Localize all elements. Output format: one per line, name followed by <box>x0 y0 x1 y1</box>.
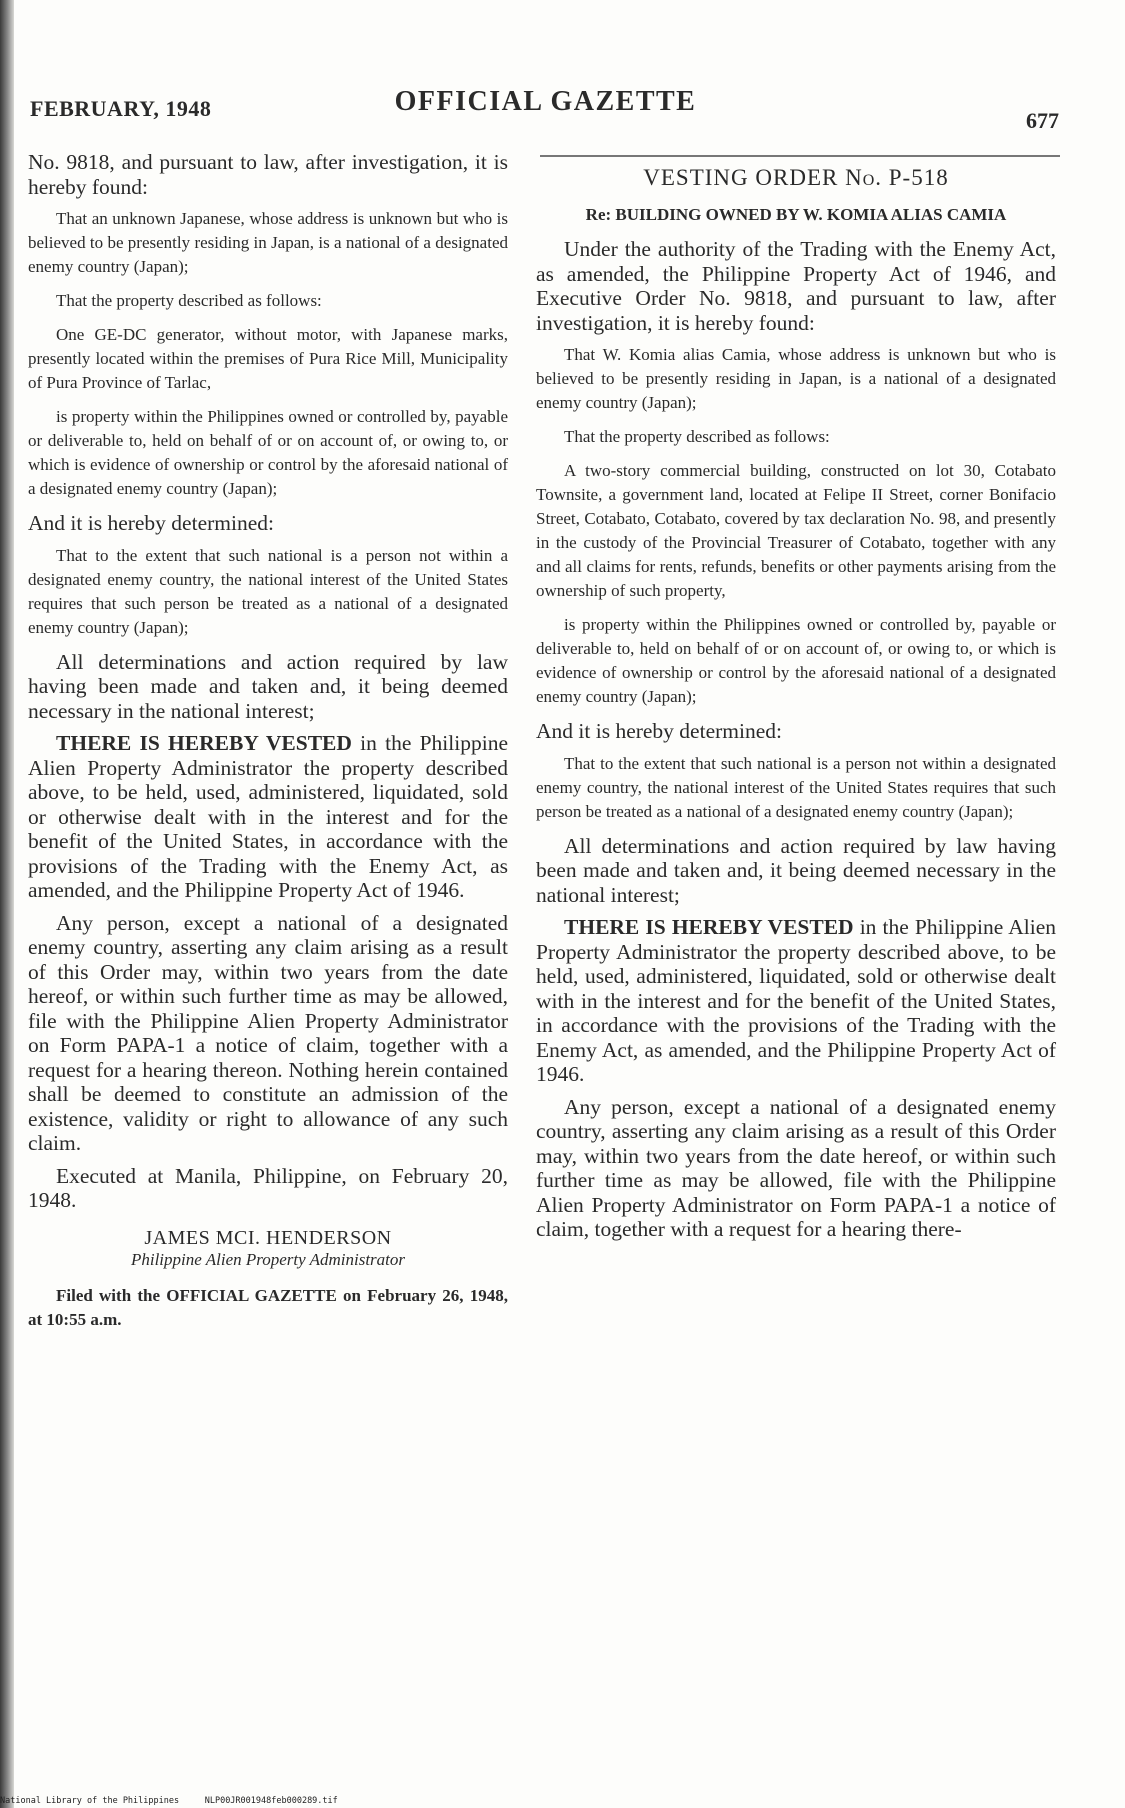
header-title: OFFICIAL GAZETTE <box>394 86 697 117</box>
right-vesting-text: in the Philippine Alien Property Administrator the property described above, to be held, used, administered, liquidated, sold or otherwise dealt with in the interest and for the benefit of the United States, in accordance with the provisions of the Trading with the Enemy Act, as amended, and the Philippine Property Act of 1946. <box>536 915 1056 1086</box>
left-ownership-clause: is property within the Philippines owned or controlled by, payable or deliverable to, held on behalf of or on account of, or owing to, or which is evidence of ownership or control by the aforesaid national of a designated enemy country (Japan); <box>28 407 508 498</box>
left-national-interest-clause: That to the extent that such national is a person not within a designated enemy country, the national interest of the United States requires that such person be treated as a national of a designated enemy country (Japan); <box>28 545 508 637</box>
book-spine-shadow <box>0 0 14 1808</box>
right-national-clause: That W. Komia alias Camia, whose address is unknown but who is believed to be presently residing in Japan, is a national of a designated enemy country (Japan); <box>536 345 1056 412</box>
signer-name: JAMES MCI. HENDERSON <box>144 1226 392 1249</box>
left-property-intro: That the property described as follows: <box>56 291 322 310</box>
left-property-description: One GE-DC generator, without motor, with Japanese marks, presently located within the premises of Pura Rice Mill, Municipality of Pura Province of Tarlac, <box>28 325 508 392</box>
right-determinations-paragraph: All determinations and action required by law having been made and taken and, it being deemed necessary in the national interest; <box>536 833 1056 907</box>
footer-library: National Library of the Philippines <box>0 1796 180 1806</box>
vesting-order-title: VESTING ORDER No. P-518 <box>643 165 949 190</box>
right-property-description: A two-story commercial building, constructed on lot 30, Cotabato Townsite, a government land, located at Felipe II Street, corner Bonifacio Street, Cotabato, Cotabato, covered by tax declaration No. 98, and presently in the custody of the Provincial Treasurer of Cotabato, together with any and all claims for rents, refunds, benefits or other payments arising from the ownership of such property, <box>536 461 1056 600</box>
footer-file: NLP00JR001948feb000289.tif <box>204 1796 338 1806</box>
right-ownership-clause: is property within the Philippines owned or controlled by, payable or deliverable to, held on behalf of or on account of, or owing to, or which is evidence of ownership or control by the aforesaid national of a designated enemy country (Japan); <box>536 615 1056 706</box>
vesting-order-subject: Re: BUILDING OWNED BY W. KOMIA ALIAS CAMIA <box>585 205 1007 224</box>
left-vesting-text: in the Philippine Alien Property Administrator the property described above, to be held, used, administered, liquidated, sold or otherwise dealt with in the interest and for the benefit of the United States, in accordance with the provisions of the Trading with the Enemy Act, as amended, and the Philippine Property Act of 1946. <box>28 731 508 902</box>
left-vesting-paragraph <box>28 731 508 903</box>
page-header <box>28 78 1063 138</box>
left-determinations-paragraph: All determinations and action required by law having been made and taken and, it being deemed necessary in the national interest; <box>28 649 508 723</box>
header-rule <box>540 155 1060 157</box>
right-vesting-paragraph <box>536 915 1056 1087</box>
filed-notice: Filed with the OFFICIAL GAZETTE on February 26, 1948, at 10:55 a.m. <box>28 1285 508 1329</box>
left-executed-line: Executed at Manila, Philippine, on February 20, 1948. <box>28 1163 508 1212</box>
right-claims-paragraph: Any person, except a national of a designated enemy country, asserting any claim arising as a result of this Order may, within two years from the date hereof, or within such further time as may be allowed, file with the Philippine Alien Property Administrator on Form PAPA-1 a notice of claim, together with a request for a hearing there- <box>536 1094 1056 1241</box>
right-property-intro: That the property described as follows: <box>564 427 830 446</box>
header-date: FEBRUARY, 1948 <box>30 96 212 121</box>
scan-footer <box>0 1796 338 1806</box>
right-determined-heading: And it is hereby determined: <box>536 719 782 743</box>
right-authority-paragraph: Under the authority of the Trading with the Enemy Act, as amended, the Philippine Property Act of 1946, and Executive Order No. 9818, and pursuant to law, after investigation, it is hereby found: <box>536 237 1056 335</box>
signer-title: Philippine Alien Property Administrator <box>130 1249 406 1269</box>
right-national-interest-clause: That to the extent that such national is a person not within a designated enemy country, the national interest of the United States requires that such person be treated as a national of a designated enemy country (Japan); <box>536 753 1056 821</box>
left-claims-paragraph: Any person, except a national of a designated enemy country, asserting any claim arising as a result of this Order may, within two years from the date hereof, or within such further time as may be allowed, file with the Philippine Alien Property Administrator on Form PAPA-1 a notice of claim, together with a request for a hearing thereon. Nothing herein contained shall be deemed to constitute an admission of the existence, validity or right to allowance of any such claim. <box>28 910 508 1155</box>
page-number: 677 <box>1026 108 1059 133</box>
left-national-clause: That an unknown Japanese, whose address is unknown but who is believed to be presently residing in Japan, is a national of a designated enemy country (Japan); <box>28 209 508 276</box>
right-vesting-lead: THERE IS HEREBY VESTED <box>564 915 854 939</box>
left-finding-intro: No. 9818, and pursuant to law, after investigation, it is hereby found: <box>28 150 508 199</box>
left-vesting-lead: THERE IS HEREBY VESTED <box>56 731 352 755</box>
left-column <box>28 150 508 1342</box>
right-column <box>536 165 1056 1250</box>
left-determined-heading: And it is hereby determined: <box>28 511 274 535</box>
